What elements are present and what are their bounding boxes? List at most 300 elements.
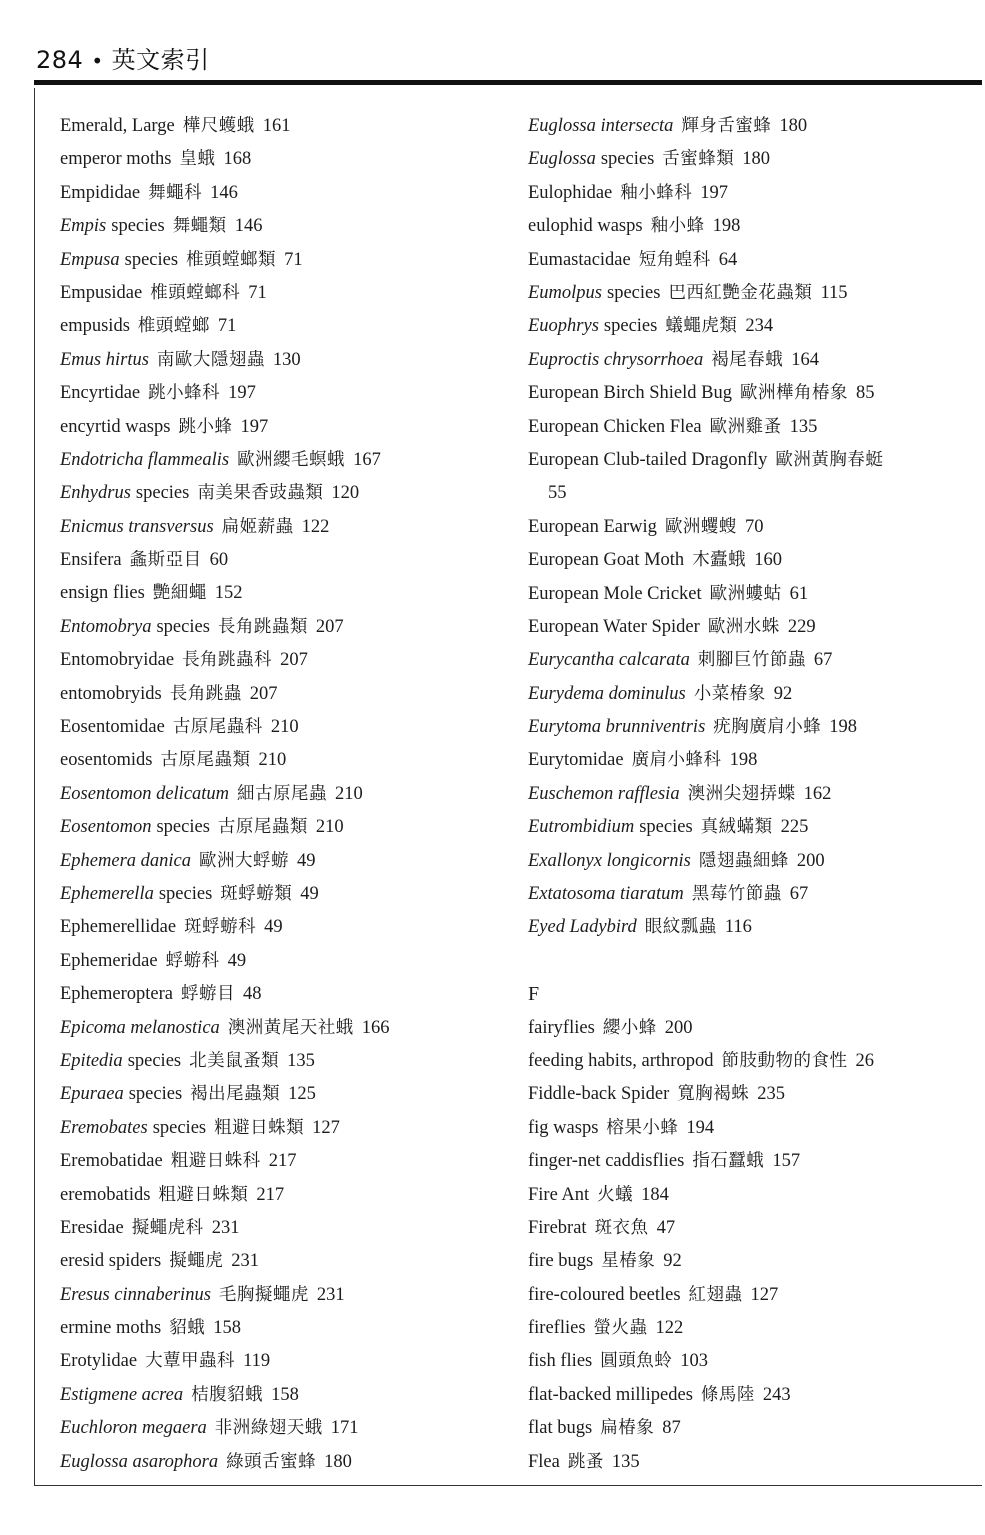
page-title: 英文索引 — [111, 46, 210, 74]
index-entry — [528, 1379, 948, 1412]
entry-chinese-name: 皇蛾 — [179, 149, 216, 170]
entry-page-number: 207 — [249, 683, 278, 704]
entry-chinese-name: 黑莓竹節蟲 — [691, 884, 782, 905]
entry-chinese-name: 歐洲雞蚤 — [709, 416, 782, 437]
index-entry — [60, 611, 515, 644]
entry-chinese-name: 長角跳蟲 — [169, 683, 242, 704]
entry-page-number: 92 — [773, 683, 793, 704]
entry-page-number: 49 — [300, 883, 319, 904]
entry-page-number: 135 — [611, 1451, 640, 1472]
entry-chinese-name: 輝身舌蜜蜂 — [681, 116, 772, 136]
entry-term: emperor moths — [60, 149, 172, 170]
entry-page-number: 122 — [301, 516, 330, 537]
entry-term: Flea — [528, 1451, 560, 1472]
entry-term-suffix: species — [158, 883, 213, 904]
entry-page-number: 103 — [680, 1351, 708, 1372]
entry-term: Exallonyx longicornis — [528, 850, 691, 871]
index-entry — [528, 1012, 948, 1045]
entry-chinese-name: 廣肩小蜂科 — [631, 750, 722, 771]
entry-page-number: 166 — [361, 1017, 390, 1038]
entry-chinese-name: 澳洲尖翅挵蝶 — [687, 783, 796, 804]
index-entry — [60, 110, 515, 143]
page-header — [36, 40, 210, 75]
entry-page-number: 70 — [744, 516, 764, 537]
entry-page-number: 125 — [288, 1084, 316, 1105]
index-entry — [528, 611, 948, 644]
entry-term: eosentomids — [60, 750, 153, 771]
entry-term: Epitedia — [60, 1050, 123, 1071]
entry-term: Empididae — [60, 182, 141, 203]
entry-term: fig wasps — [528, 1117, 599, 1138]
index-entry — [60, 845, 515, 878]
entry-page-number: 210 — [315, 817, 344, 838]
entry-chinese-name: 歐洲樺角椿象 — [739, 383, 848, 404]
entry-chinese-name: 巴西紅艷金花蟲類 — [668, 282, 813, 303]
entry-chinese-name: 擬蠅虎 — [169, 1251, 224, 1272]
entry-term: Euschemon rafflesia — [528, 783, 680, 804]
entry-chinese-name: 跳蚤 — [567, 1451, 604, 1472]
index-entry — [60, 244, 515, 277]
entry-chinese-name: 扁姬薪蟲 — [221, 516, 294, 537]
entry-page-number: 120 — [331, 483, 360, 504]
entry-term-suffix: species — [152, 1117, 207, 1138]
entry-term: Ensifera — [60, 550, 122, 571]
index-entry — [528, 845, 948, 878]
entry-term: European Mole Cricket — [528, 583, 702, 604]
entry-term: Empusidae — [60, 282, 143, 303]
entry-term-suffix: species — [600, 149, 655, 170]
entry-chinese-name: 歐洲黃胸春蜓 — [775, 449, 884, 470]
entry-chinese-name: 蜉蝣目 — [181, 984, 235, 1005]
index-entry — [528, 511, 948, 544]
section-gap — [528, 945, 948, 978]
index-entry — [528, 1078, 948, 1111]
entry-term: Euglossa asarophora — [60, 1451, 219, 1472]
entry-term: Entomobrya — [60, 616, 152, 637]
index-entry — [528, 778, 948, 811]
entry-term-suffix: species — [127, 1050, 182, 1071]
entry-term: fairyflies — [528, 1017, 595, 1038]
entry-term-suffix: species — [156, 616, 210, 637]
entry-term: eresid spiders — [60, 1251, 162, 1272]
entry-term: Enhydrus — [60, 483, 131, 504]
entry-page-number: 146 — [210, 182, 238, 203]
entry-chinese-name: 貂蛾 — [169, 1318, 206, 1339]
entry-chinese-name: 釉小蜂科 — [620, 182, 693, 203]
entry-page-number: 122 — [655, 1318, 684, 1339]
entry-page-number: 184 — [641, 1184, 669, 1205]
index-entry — [528, 1112, 948, 1145]
entry-chinese-name: 蟻蠅虎類 — [665, 316, 738, 337]
entry-term: ensign flies — [60, 583, 145, 604]
index-entry — [60, 678, 515, 711]
entry-page-number: 67 — [789, 884, 809, 905]
entry-term-suffix: species — [111, 216, 165, 237]
index-entry — [60, 577, 515, 610]
index-entry — [60, 1245, 515, 1278]
entry-page-number: 231 — [231, 1251, 259, 1272]
entry-chinese-name: 跳小蜂 — [178, 416, 233, 437]
index-entry — [528, 1045, 948, 1078]
entry-chinese-name: 眼紋瓢蟲 — [644, 917, 717, 938]
entry-term: Enicmus transversus — [60, 516, 214, 537]
index-entry — [60, 644, 515, 677]
index-entry — [528, 1279, 948, 1312]
header-separator: • — [91, 49, 104, 73]
index-entry — [60, 811, 515, 844]
entry-page-number: 235 — [757, 1084, 786, 1105]
entry-chinese-name: 斑蜉蝣科 — [184, 917, 257, 938]
entry-page-number: 47 — [656, 1217, 676, 1238]
entry-chinese-name: 歐洲水蛛 — [707, 616, 780, 637]
entry-page-number: 197 — [228, 383, 256, 404]
entry-chinese-name: 古原尾蟲類 — [160, 750, 251, 771]
entry-chinese-name: 椎頭螳螂科 — [150, 282, 241, 303]
index-entry — [60, 945, 515, 978]
entry-page-number: 198 — [829, 717, 858, 738]
index-entry — [60, 377, 515, 410]
entry-page-number: 71 — [248, 282, 267, 303]
index-entry — [528, 1145, 948, 1178]
entry-chinese-name: 椎頭螳螂類 — [186, 249, 277, 270]
entry-term: Endotricha flammealis — [60, 449, 230, 470]
entry-chinese-name: 節肢動物的食性 — [721, 1050, 848, 1071]
entry-chinese-name: 寬胸褐蛛 — [677, 1084, 750, 1105]
entry-term: fish flies — [528, 1351, 593, 1372]
entry-term-suffix: species — [124, 249, 179, 270]
index-entry — [60, 177, 515, 210]
entry-page-number: 198 — [729, 750, 758, 771]
index-entry — [60, 411, 515, 444]
index-entry — [528, 1179, 948, 1212]
entry-term: Eurytoma brunniventris — [528, 717, 706, 738]
entry-chinese-name: 星椿象 — [601, 1251, 656, 1272]
entry-chinese-name: 舌蜜蜂類 — [662, 149, 735, 170]
entry-page-number: 135 — [789, 416, 818, 437]
entry-chinese-name: 非洲綠翅天蛾 — [214, 1418, 323, 1439]
index-entry — [528, 711, 948, 744]
entry-term: Ephemerellidae — [60, 917, 177, 938]
entry-term: Eulophidae — [528, 182, 613, 203]
entry-term: eulophid wasps — [528, 216, 643, 237]
entry-page-number: 210 — [258, 750, 287, 771]
entry-chinese-name: 真絨蟎類 — [700, 817, 773, 838]
entry-chinese-name: 纓小蜂 — [602, 1017, 657, 1038]
entry-page-number: 207 — [315, 616, 344, 637]
entry-chinese-name: 紅翅蟲 — [688, 1284, 743, 1305]
entry-chinese-name: 火蟻 — [597, 1184, 634, 1205]
entry-page-number: 127 — [312, 1117, 340, 1138]
entry-chinese-name: 粗避日蛛科 — [170, 1151, 261, 1172]
index-entry — [528, 143, 948, 176]
entry-chinese-name: 扁椿象 — [600, 1418, 655, 1439]
index-entry — [60, 778, 515, 811]
entry-term: Emus hirtus — [60, 349, 149, 370]
entry-chinese-name: 斑蜉蝣類 — [220, 883, 293, 904]
entry-page-number: 160 — [754, 550, 782, 571]
entry-term: Eurytomidae — [528, 750, 624, 771]
index-entry — [60, 1279, 515, 1312]
index-entry — [528, 1446, 948, 1479]
entry-chinese-name: 擬蠅虎科 — [131, 1217, 204, 1238]
entry-term: Entomobryidae — [60, 650, 175, 671]
entry-page-number: 130 — [272, 349, 301, 370]
index-entry — [528, 377, 948, 410]
entry-term: fire bugs — [528, 1251, 594, 1272]
entry-page-number: 67 — [813, 650, 833, 671]
entry-term: entomobryids — [60, 683, 162, 704]
entry-chinese-name: 圓頭魚蛉 — [600, 1351, 673, 1372]
entry-page-number: 158 — [271, 1384, 299, 1405]
entry-term: Epuraea — [60, 1084, 124, 1105]
entry-page-number: 48 — [243, 984, 262, 1005]
index-entry — [60, 210, 515, 243]
entry-chinese-name: 歐洲蠼螋 — [664, 516, 737, 537]
entry-chinese-name: 粗避日蛛類 — [214, 1117, 305, 1138]
entry-page-number: 168 — [223, 149, 252, 170]
entry-page-number: 49 — [297, 850, 316, 871]
index-entry — [528, 744, 948, 777]
index-entry — [60, 310, 515, 343]
entry-page-number: 55 — [548, 483, 567, 504]
entry-chinese-name: 綠頭舌蜜蜂 — [226, 1451, 317, 1472]
entry-chinese-name: 跳小蜂科 — [148, 383, 221, 404]
entry-term: Euophrys — [528, 316, 599, 337]
entry-term: flat bugs — [528, 1418, 593, 1439]
entry-page-number: 197 — [240, 416, 269, 437]
entry-chinese-name: 隱翅蟲細蜂 — [698, 850, 789, 871]
entry-page-number: 49 — [227, 950, 247, 971]
entry-term: European Birch Shield Bug — [528, 383, 732, 404]
entry-page-number: 197 — [700, 182, 729, 203]
index-entry — [60, 1012, 515, 1045]
entry-chinese-name: 大蕈甲蟲科 — [145, 1351, 236, 1372]
entry-term: Eremobatidae — [60, 1151, 163, 1172]
entry-term: Eurydema dominulus — [528, 683, 686, 704]
entry-chinese-name: 南歐大隱翅蟲 — [156, 349, 265, 370]
entry-term: Erotylidae — [60, 1351, 138, 1372]
entry-page-number: 152 — [214, 583, 243, 604]
entry-page-number: 194 — [686, 1117, 715, 1138]
entry-term: Euchloron megaera — [60, 1418, 207, 1439]
index-entry — [60, 1412, 515, 1445]
entry-term: Encyrtidae — [60, 383, 141, 404]
entry-chinese-name: 釉小蜂 — [650, 216, 705, 237]
index-entry — [528, 1312, 948, 1345]
entry-page-number: 180 — [779, 116, 808, 136]
index-entry — [60, 1312, 515, 1345]
entry-page-number: 161 — [262, 116, 291, 136]
index-entry — [60, 878, 515, 911]
entry-page-number: 85 — [855, 383, 875, 404]
entry-term: European Water Spider — [528, 616, 700, 637]
entry-term: Ephemerella — [60, 883, 154, 904]
entry-page-number: 26 — [855, 1050, 874, 1071]
entry-chinese-name: 木蠹蛾 — [692, 550, 747, 571]
entry-term: flat-backed millipedes — [528, 1384, 693, 1405]
entry-page-number: 180 — [742, 149, 771, 170]
index-entry — [528, 578, 948, 611]
entry-chinese-name: 斑衣魚 — [594, 1217, 649, 1238]
entry-chinese-name: 舞蠅科 — [148, 182, 203, 203]
entry-page-number: 217 — [256, 1184, 285, 1205]
index-entry — [528, 244, 948, 277]
index-entry — [60, 1379, 515, 1412]
entry-term: Empusa — [60, 249, 120, 270]
entry-term: Epicoma melanostica — [60, 1017, 220, 1038]
entry-term: Eutrombidium — [528, 817, 635, 838]
entry-page-number: 171 — [330, 1418, 359, 1439]
entry-page-number: 229 — [787, 616, 816, 637]
index-entry — [528, 1345, 948, 1378]
index-entry — [60, 444, 515, 477]
entry-term: empusids — [60, 316, 130, 337]
index-entry — [60, 511, 515, 544]
entry-term: Estigmene acrea — [60, 1384, 184, 1405]
entry-page-number: 127 — [750, 1284, 779, 1305]
entry-term-suffix: species — [607, 282, 661, 303]
index-entry — [528, 310, 948, 343]
entry-chinese-name: 椎頭螳螂 — [137, 316, 210, 337]
index-entry — [528, 644, 948, 677]
entry-term-suffix: species — [156, 817, 210, 838]
entry-chinese-name: 指石蠶蛾 — [692, 1151, 765, 1172]
entry-term: Eumastacidae — [528, 249, 631, 270]
entry-page-number: 234 — [745, 316, 774, 337]
index-entry — [528, 1245, 948, 1278]
entry-term: ermine moths — [60, 1318, 162, 1339]
entry-term: Ephemera danica — [60, 850, 192, 871]
entry-page-number: 198 — [712, 216, 741, 237]
index-entry — [60, 544, 515, 577]
entry-term: Empis — [60, 216, 107, 237]
entry-term: European Goat Moth — [528, 550, 685, 571]
entry-page-number: 210 — [270, 717, 299, 738]
entry-term: Ephemeroptera — [60, 984, 173, 1005]
index-column-left — [60, 110, 515, 1479]
index-entry — [528, 277, 948, 310]
entry-chinese-name: 小菜椿象 — [693, 683, 766, 704]
entry-page-number: 49 — [264, 917, 283, 938]
entry-term: Eresus cinnaberinus — [60, 1284, 211, 1305]
entry-term-suffix: species — [128, 1084, 183, 1105]
index-entry — [528, 210, 948, 243]
entry-chinese-name: 刺腳巨竹節蟲 — [697, 650, 806, 671]
entry-chinese-name: 長角跳蟲科 — [182, 650, 273, 671]
index-entry — [60, 1446, 515, 1479]
entry-term-suffix: species — [135, 483, 190, 504]
index-column-right — [528, 110, 948, 1479]
index-entry — [60, 1145, 515, 1178]
entry-chinese-name: 褐尾春蛾 — [711, 349, 784, 370]
index-entry — [60, 711, 515, 744]
entry-chinese-name: 條馬陸 — [700, 1384, 755, 1405]
index-entry — [60, 344, 515, 377]
entry-page-number: 71 — [217, 316, 237, 337]
entry-page-number: 200 — [796, 850, 825, 871]
index-entry — [60, 143, 515, 176]
entry-chinese-name: 艷細蠅 — [152, 583, 207, 604]
index-entry — [528, 444, 948, 511]
entry-chinese-name: 長角跳蟲類 — [217, 616, 308, 637]
entry-term: Eumolpus — [528, 282, 602, 303]
entry-page-number: 167 — [353, 449, 381, 470]
entry-term: Euglossa intersecta — [528, 116, 674, 136]
entry-term: Eremobates — [60, 1117, 148, 1138]
entry-chinese-name: 螢火蟲 — [593, 1318, 648, 1339]
entry-chinese-name: 桔腹貂蛾 — [191, 1384, 264, 1405]
entry-page-number: 180 — [324, 1451, 352, 1472]
entry-term: Eosentomon delicatum — [60, 783, 230, 804]
entry-term: finger-net caddisflies — [528, 1151, 685, 1172]
entry-page-number: 231 — [211, 1217, 240, 1238]
entry-term: Eosentomon — [60, 817, 152, 838]
entry-page-number: 61 — [789, 583, 809, 604]
entry-chinese-name: 舞蠅類 — [172, 216, 227, 237]
index-entry — [528, 878, 948, 911]
header-rule — [34, 80, 982, 85]
entry-page-number: 135 — [287, 1050, 315, 1071]
entry-page-number: 71 — [284, 249, 303, 270]
index-entry — [60, 911, 515, 944]
entry-term: European Chicken Flea — [528, 416, 702, 437]
entry-chinese-name: 澳洲黃尾天社蛾 — [227, 1017, 354, 1038]
entry-chinese-name: 歐洲螻蛄 — [709, 583, 782, 604]
index-entry — [528, 811, 948, 844]
entry-term: European Earwig — [528, 516, 657, 537]
entry-page-number: 87 — [662, 1418, 681, 1439]
entry-term: Eosentomidae — [60, 717, 165, 738]
entry-page-number: 243 — [762, 1384, 791, 1405]
index-entry — [60, 744, 515, 777]
entry-term: Firebrat — [528, 1217, 587, 1238]
entry-term: Ephemeridae — [60, 950, 158, 971]
entry-term: Fire Ant — [528, 1184, 590, 1205]
entry-page-number: 146 — [234, 216, 263, 237]
entry-page-number: 119 — [243, 1351, 271, 1372]
entry-chinese-name: 細古原尾蟲 — [237, 783, 328, 804]
entry-page-number: 162 — [803, 783, 832, 804]
entry-chinese-name: 歐洲纓毛螟蛾 — [237, 449, 346, 470]
entry-chinese-name: 疣胸廣肩小蜂 — [713, 717, 822, 738]
entry-page-number: 115 — [820, 282, 848, 303]
index-entry — [528, 544, 948, 577]
index-entry — [60, 1345, 515, 1378]
entry-page-number: 92 — [663, 1251, 682, 1272]
entry-chinese-name: 毛胸擬蠅虎 — [218, 1284, 309, 1305]
index-entry — [528, 1212, 948, 1245]
index-entry — [60, 978, 515, 1011]
entry-page-number: 64 — [718, 249, 738, 270]
index-entry — [528, 110, 948, 143]
entry-page-number: 157 — [772, 1151, 801, 1172]
index-entry — [60, 1045, 515, 1078]
entry-chinese-name: 北美鼠蚤類 — [189, 1050, 280, 1071]
index-entry — [60, 277, 515, 310]
entry-term: fire-coloured beetles — [528, 1284, 681, 1305]
entry-term: Eyed Ladybird — [528, 917, 637, 938]
index-entry — [60, 1212, 515, 1245]
entry-term: Extatosoma tiaratum — [528, 884, 684, 905]
entry-page-number: 225 — [780, 817, 809, 838]
index-entry — [528, 411, 948, 444]
index-entry — [528, 344, 948, 377]
section-letter: F — [528, 983, 540, 1006]
entry-chinese-name: 褐出尾蟲類 — [190, 1084, 281, 1105]
entry-term: Euglossa — [528, 149, 596, 170]
entry-page-number: 207 — [280, 650, 308, 671]
entry-term: eremobatids — [60, 1184, 151, 1205]
